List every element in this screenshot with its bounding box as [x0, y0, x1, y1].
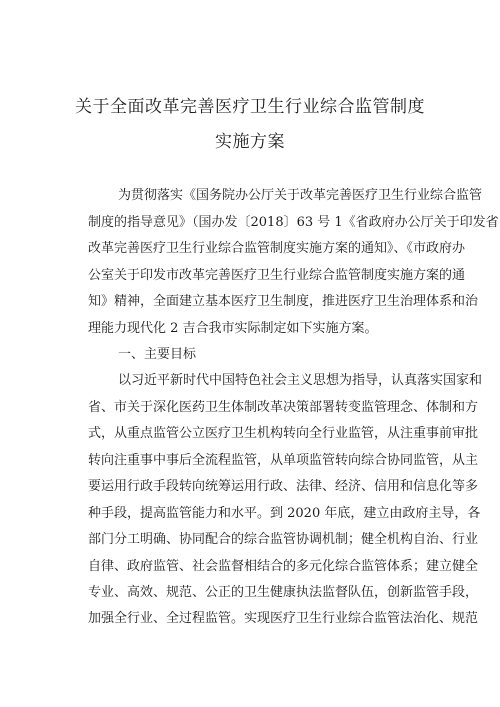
- paragraph-2-line: 专业、高效、规范、公正的卫生健康执法监督队伍，创新监管手段，: [88, 585, 479, 600]
- paragraph-1-line: 知》精神，全面建立基本医疗卫生制度，推进医疗卫生治理体系和治: [88, 294, 479, 309]
- paragraph-2-line: 省、市关于深化医药卫生体制改革决策部署转变监管理念、体制和方: [88, 400, 479, 415]
- section-heading: 一、主要目标: [118, 347, 197, 362]
- document-title-line-1: 关于全面改革完善医疗卫生行业综合监管制度: [75, 97, 425, 117]
- paragraph-2-line: 要运用行政手段转向统筹运用行政、法律、经济、信用和信息化等多: [88, 479, 479, 494]
- paragraph-1-line: 公室关于印发市改革完善医疗卫生行业综合监管制度实施方案的通: [88, 268, 466, 283]
- paragraph-2-line: 转向注重事中事后全流程监管，从单项监管转向综合协同监管，从主: [88, 453, 479, 468]
- paragraph-2-line: 种手段，提高监管能力和水平。到 2020 年底，建立由政府主导，各: [88, 506, 481, 521]
- paragraph-1-line: 制度的指导意见》（国办发〔2018〕63 号 1《省政府办公厅关于印发省: [88, 215, 499, 230]
- paragraph-2-line: 式，从重点监管公立医疗卫生机构转向全行业监管，从注重事前审批: [88, 426, 479, 441]
- paragraph-2-line: 以习近平新时代中国特色社会主义思想为指导，认真落实国家和: [118, 373, 483, 388]
- paragraph-1-line: 为贯彻落实《国务院办公厅关于改革完善医疗卫生行业综合监管: [118, 188, 483, 203]
- paragraph-1-line: 改革完善医疗卫生行业综合监管制度实施方案的通知》、《市政府办: [88, 241, 466, 256]
- paragraph-2-line: 部门分工明确、协同配合的综合监管协调机制；健全机构自治、行业: [88, 532, 479, 547]
- paragraph-2-line: 自律、政府监管、社会监督相结合的多元化综合监管体系；建立健全: [88, 559, 479, 574]
- paragraph-2-line: 加强全行业、全过程监管。实现医疗卫生行业综合监管法治化、规范: [88, 611, 479, 626]
- paragraph-1-line: 理能力现代化 2 吉合我市实际制定如下实施方案。: [88, 321, 378, 336]
- document-title-line-2: 实施方案: [215, 132, 285, 152]
